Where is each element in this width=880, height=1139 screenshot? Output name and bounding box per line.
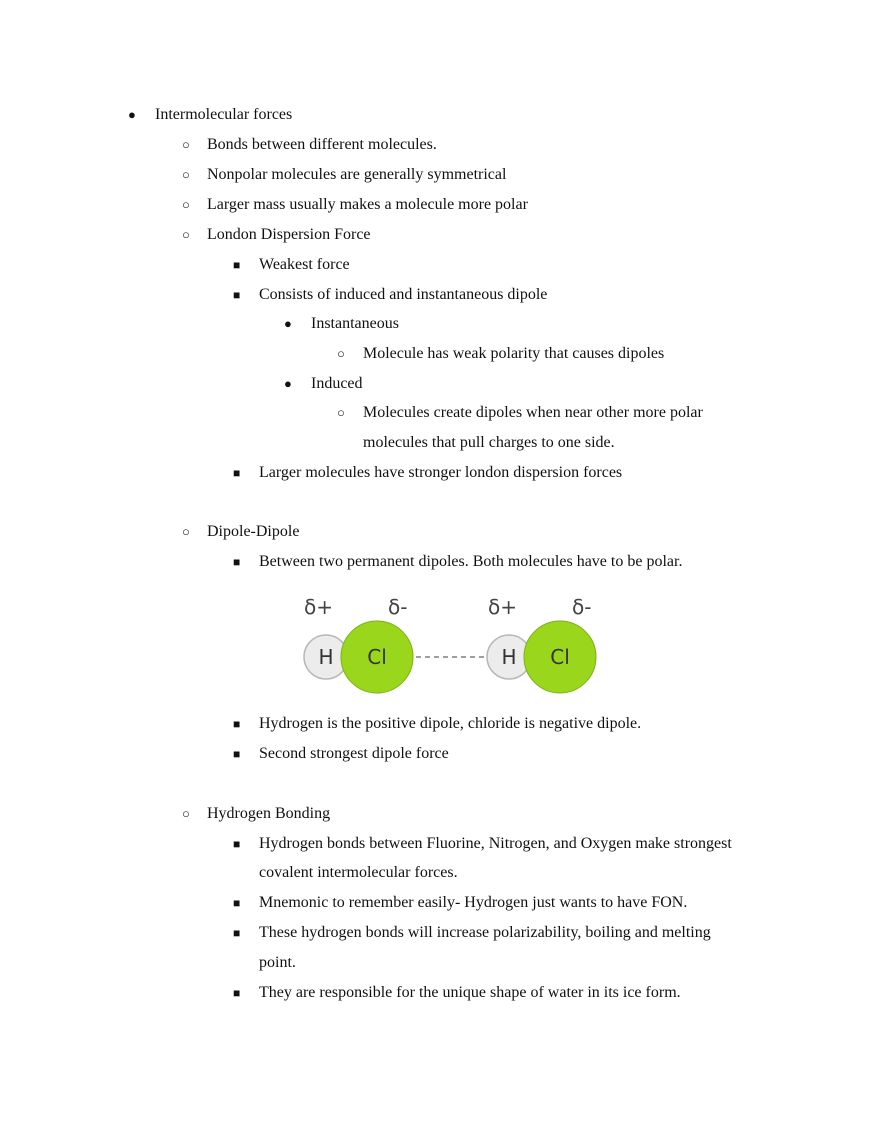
bullet-circle: ○ xyxy=(182,806,190,821)
bullet-square: ■ xyxy=(233,926,241,940)
item-text-line1: Hydrogen bonds between Fluorine, Nitrogen, and Oxygen make strongest xyxy=(259,835,732,852)
item-text: Consists of induced and instantaneous dipole xyxy=(259,286,548,303)
item-text: Induced xyxy=(311,375,363,392)
item-text: They are responsible for the unique shape of water in its ice form. xyxy=(259,984,681,1001)
bullet-square: ■ xyxy=(233,717,241,731)
bullet-square: ■ xyxy=(233,288,241,302)
hydrogen-label: H xyxy=(318,645,334,669)
item-text: London Dispersion Force xyxy=(207,226,371,243)
item-text-line1: These hydrogen bonds will increase polarizability, boiling and melting xyxy=(259,924,711,941)
item-text: Hydrogen Bonding xyxy=(207,805,331,822)
item-text: Weakest force xyxy=(259,256,350,273)
item-text-line2: point. xyxy=(259,954,296,971)
item-text: Second strongest dipole force xyxy=(259,745,449,762)
item-text: Larger molecules have stronger london dispersion forces xyxy=(259,464,623,481)
delta-negative-label: δ- xyxy=(388,595,408,619)
bullet-square: ■ xyxy=(233,258,241,272)
item-text-line1: Molecules create dipoles when near other more polar xyxy=(363,404,703,421)
delta-positive-label: δ+ xyxy=(304,595,333,619)
bullet-dot: ● xyxy=(128,107,136,122)
item-text: Nonpolar molecules are generally symmetrical xyxy=(207,166,507,183)
bullet-circle: ○ xyxy=(182,524,190,539)
bullet-square: ■ xyxy=(233,555,241,569)
bullet-square: ■ xyxy=(233,986,241,1000)
delta-negative-label: δ- xyxy=(572,595,592,619)
bullet-circle: ○ xyxy=(182,167,190,182)
bullet-circle: ○ xyxy=(182,197,190,212)
item-text: Molecule has weak polarity that causes dipoles xyxy=(363,345,665,362)
delta-positive-label: δ+ xyxy=(488,595,517,619)
chlorine-label: Cl xyxy=(367,645,387,669)
bullet-circle: ○ xyxy=(182,137,190,152)
item-text-line2: covalent intermolecular forces. xyxy=(259,864,458,881)
item-text: Instantaneous xyxy=(311,315,399,332)
hcl-dipole-diagram xyxy=(298,590,608,700)
item-text: Bonds between different molecules. xyxy=(207,136,437,153)
item-text: Mnemonic to remember easily- Hydrogen just wants to have FON. xyxy=(259,894,688,911)
bullet-dot: ● xyxy=(284,316,292,331)
bullet-circle: ○ xyxy=(182,227,190,242)
item-text: Larger mass usually makes a molecule more polar xyxy=(207,196,528,213)
bullet-circle: ○ xyxy=(337,405,345,420)
bullet-square: ■ xyxy=(233,837,241,851)
bullet-circle: ○ xyxy=(337,346,345,361)
item-text: Between two permanent dipoles. Both molecules have to be polar. xyxy=(259,553,683,570)
item-text: Dipole-Dipole xyxy=(207,523,300,540)
hydrogen-label: H xyxy=(501,645,517,669)
heading-intermolecular-forces: Intermolecular forces xyxy=(155,106,293,123)
bullet-dot: ● xyxy=(284,376,292,391)
bullet-square: ■ xyxy=(233,896,241,910)
bullet-square: ■ xyxy=(233,466,241,480)
item-text: Hydrogen is the positive dipole, chloride is negative dipole. xyxy=(259,715,642,732)
item-text-line2: molecules that pull charges to one side. xyxy=(363,434,615,451)
bullet-square: ■ xyxy=(233,747,241,761)
chlorine-label: Cl xyxy=(550,645,570,669)
